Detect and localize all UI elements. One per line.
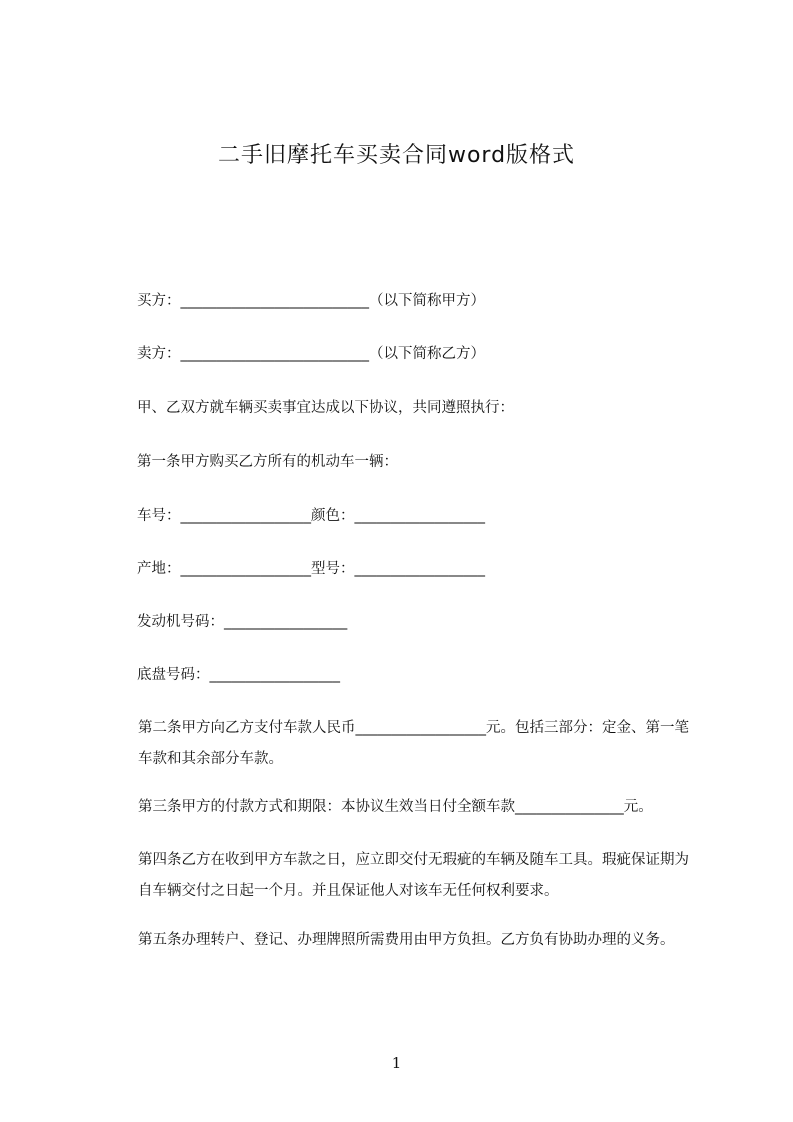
document-title: 二手旧摩托车买卖合同word版格式 (217, 143, 576, 168)
engine-number-line: 发动机号码：_________________ (137, 614, 348, 630)
page-number: 1 (391, 1054, 402, 1072)
article-4-text: 第四条乙方在收到甲方车款之日，应立即交付无瑕疵的车辆及随车工具。瑕疵保证期为自车辆交付之日起一个月。并且保证他人对该车无任何权利要求。 (138, 852, 689, 899)
article-3-paragraph (104, 792, 700, 823)
chassis-number-line: 底盘号码：__________________ (137, 667, 340, 683)
seller-line: 卖方：__________________________（以下简称乙方） (137, 346, 485, 362)
article-1-line: 第一条甲方购买乙方所有的机动车一辆： (137, 454, 398, 470)
buyer-line: 买方：__________________________（以下简称甲方） (137, 293, 485, 309)
article-5-paragraph (104, 925, 700, 956)
article-4-paragraph (104, 845, 700, 907)
article-2-paragraph (104, 713, 700, 775)
origin-model-line: 产地：__________________型号：__________________ (137, 561, 485, 577)
article-5-text: 第五条办理转户、登记、办理牌照所需费用由甲方负担。乙方负有协助办理的义务。 (138, 932, 675, 948)
intro-line: 甲、乙双方就车辆买卖事宜达成以下协议，共同遵照执行： (137, 400, 514, 416)
plate-color-line: 车号：__________________颜色：__________________ (137, 508, 485, 524)
article-2-text: 第二条甲方向乙方支付车款人民币__________________元。包括三部分：定金、第一笔车款和其余部分车款。 (138, 720, 689, 767)
article-3-text: 第三条甲方的付款方式和期限：本协议生效当日付全额车款_______________元。 (138, 799, 653, 815)
